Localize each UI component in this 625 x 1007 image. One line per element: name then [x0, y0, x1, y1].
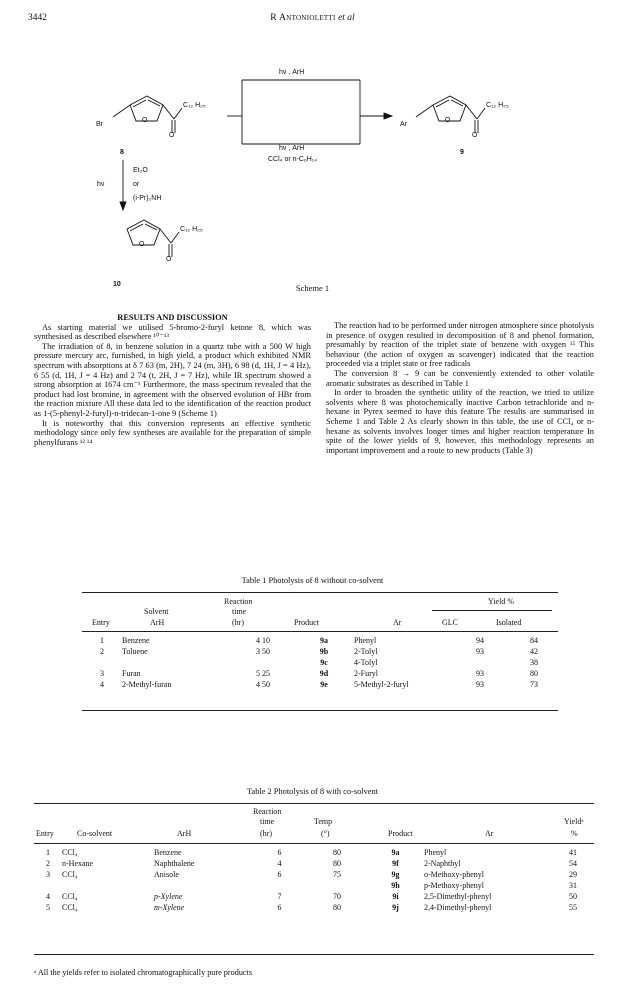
- compound-number-8: 8: [120, 149, 124, 156]
- table2-header-yield-1: Yieldᵃ: [564, 817, 584, 826]
- time-cell: [232, 658, 294, 669]
- temp-cell: 80: [333, 903, 341, 912]
- cosolvent-cell: CCl₄: [62, 892, 78, 901]
- ar-cell: 5-Methyl-2-furyl: [354, 680, 409, 689]
- ar-cell: p-Methoxy-phenyl: [424, 881, 484, 890]
- entry-cell: [82, 658, 122, 669]
- yield-cell: 54: [569, 859, 577, 868]
- time-cell: [252, 881, 307, 892]
- table1-header-time-1: Reaction: [224, 597, 253, 606]
- temp-cell: [307, 881, 367, 892]
- time-cell: 4 10: [256, 636, 270, 645]
- arrow-label-bottom-1: hν , ArH: [279, 145, 305, 152]
- product-cell: 9d: [319, 669, 329, 678]
- table1-header-yield: Yield %: [488, 597, 514, 606]
- scheme-1-diagram: [0, 0, 625, 300]
- left-column: [34, 313, 311, 447]
- scheme-label-carbonyl-o-8: O: [169, 132, 175, 139]
- cosolvent-cell: n-Hexane: [62, 859, 94, 868]
- table1-top-rule: [82, 592, 558, 593]
- table-row: [34, 859, 594, 870]
- table2-header-arh: ArH: [177, 829, 192, 838]
- temp-cell: 75: [333, 870, 341, 879]
- entry-cell: 2: [46, 859, 50, 868]
- solvent-cell: Toluene: [122, 647, 148, 656]
- table1-header-ar: Ar: [393, 618, 402, 627]
- product-cell: 9b: [319, 647, 329, 656]
- ar-cell: 2-Furyl: [354, 669, 378, 678]
- table2-header-time-2: time: [260, 817, 275, 826]
- glc-cell: 94: [476, 636, 484, 645]
- reaction-arrow-down: [120, 160, 126, 210]
- ar-cell: Phenyl: [424, 848, 447, 857]
- table2-header-yield-2: %: [571, 829, 578, 838]
- table2-bottom-rule: [34, 954, 594, 955]
- yield-cell: 41: [569, 848, 577, 857]
- ar-cell: 2-Naphthyl: [424, 859, 461, 868]
- cosolvent-cell: CCl₄: [62, 903, 78, 912]
- table2-top-rule: [34, 803, 594, 804]
- table1-header-time-2: time: [232, 607, 247, 616]
- table-row: [34, 881, 594, 892]
- product-cell: 9a: [391, 848, 400, 857]
- glc-cell: [450, 658, 510, 669]
- table-row: [82, 636, 558, 647]
- table-row: [82, 647, 558, 658]
- down-arrow-label-1: Et₂O: [133, 167, 148, 174]
- table-row: [34, 870, 594, 881]
- glc-cell: 93: [476, 647, 484, 656]
- entry-cell: 4: [46, 892, 50, 901]
- isolated-cell: 73: [530, 680, 538, 689]
- down-arrow-hv: hν: [97, 181, 105, 188]
- arh-cell: m-Xylene: [154, 903, 185, 912]
- time-cell: 6: [277, 903, 282, 912]
- entry-cell: 1: [46, 848, 50, 857]
- ar-cell: 4-Tolyl: [354, 658, 378, 667]
- table2-header-time-1: Reaction: [253, 807, 282, 816]
- table1-caption: Table 1 Photolysis of 8 without co-solvent: [241, 576, 384, 585]
- time-cell: 4 50: [256, 680, 270, 689]
- table1: [82, 596, 558, 714]
- time-cell: 4: [277, 859, 282, 868]
- temp-cell: 80: [333, 859, 341, 868]
- entry-cell: 5: [46, 903, 50, 912]
- table2-body: [34, 848, 594, 914]
- table2-header-entry: Entry: [36, 829, 54, 838]
- table2-header-product: Product: [388, 829, 413, 838]
- isolated-cell: 84: [530, 636, 538, 645]
- time-cell: 6: [277, 870, 282, 879]
- product-cell: 9h: [391, 881, 400, 890]
- left-paragraph-2: The irradiation of 8, in benzene solution in a quartz tube with a 500 W high pressure mercury arc, furnished, in high yield, a product which exhibited NMR spectrum with absorptions at δ 7 63 (m, 2H), 7 24 (m, 3H), 6 98 (d, 1H, J = 4 Hz), 6 55 (d, 1H, J = 4 Hz) and 2 74 (t, 2H, J = 7 Hz), while IR spectrum showed a strong absorption at 1674 cm⁻¹ Furthermore, the mass spectrum revealed that the product had lost bromine, in agreement with the observed evolution of HBr from the reaction mixture All these data led to the identification of the reaction product as 1-(5-phenyl-2-furyl)-n-tridecan-1-one 9 (Scheme 1): [34, 341, 311, 418]
- table1-header-solvent-1: Solvent: [144, 607, 169, 616]
- yield-cell: 31: [569, 881, 577, 890]
- down-arrow-label-3: (i-Pr)₂NH: [133, 195, 162, 202]
- cosolvent-cell: [62, 881, 154, 892]
- entry-cell: 3: [100, 669, 104, 678]
- product-cell: 9i: [392, 892, 399, 901]
- table1-yield-rule: [432, 610, 552, 611]
- cosolvent-cell: CCl₄: [62, 870, 78, 879]
- furan-ring-9: [416, 96, 485, 133]
- right-column: [326, 321, 594, 455]
- temp-cell: 70: [333, 892, 341, 901]
- table1-header-isolated: Isolated: [496, 618, 522, 627]
- table2-footnote: ᵃ All the yields refer to isolated chromatographically pure products: [34, 968, 253, 977]
- furan-ring-8: [113, 96, 182, 133]
- product-cell: 9a: [320, 636, 328, 645]
- table1-header-time-3: (hr): [232, 618, 244, 627]
- table1-header-product: Product: [294, 618, 319, 627]
- arrow-label-bottom-2: CCl₄ or n-C₆H₁₄: [268, 156, 318, 163]
- scheme-label-carbonyl-o-9: O: [472, 132, 478, 139]
- arh-cell: Naphthalene: [154, 859, 195, 868]
- left-paragraph-3: It is noteworthy that this conversion represents an effective synthetic methodology since only few syntheses are available for the preparation of simple phenylfurans ¹² ¹⁴: [34, 418, 311, 447]
- glc-cell: 93: [476, 669, 484, 678]
- table1-header-glc: GLC: [442, 618, 458, 627]
- product-cell: 9e: [320, 680, 328, 689]
- table2-header-ar: Ar: [485, 829, 494, 838]
- table-row: [82, 669, 558, 680]
- yield-cell: 29: [569, 870, 577, 879]
- product-cell: 9f: [392, 859, 399, 868]
- right-paragraph-1: The reaction had to be performed under nitrogen atmosphere since photolysis in presence of oxygen resulted in decomposition of 8 and phenol formation, presumably by reaction of the triplet state of benzene with oxygen ¹⁵ This behaviour (the action of oxygen as scavenger) indicated that the reaction proceeded via a triplet state or free radicals: [326, 321, 594, 369]
- table1-bottom-rule: [82, 710, 558, 711]
- scheme-label-chain-10: C₁₂ H₂₅: [180, 226, 203, 233]
- down-arrow-label-2: or: [133, 181, 140, 188]
- table2-header-temp-2: (°): [321, 829, 330, 838]
- right-paragraph-2: The conversion 8 → 9 can be conveniently extended to other volatile aromatic substrates as described in Table 1: [326, 368, 594, 388]
- ar-cell: 2,5-Dimethyl-phenyl: [424, 892, 492, 901]
- table2-header-rule: [34, 843, 594, 844]
- solvent-cell: [122, 658, 232, 669]
- temp-cell: 80: [333, 848, 341, 857]
- reaction-arrow-box: [227, 80, 392, 144]
- arh-cell: Anisole: [154, 870, 179, 879]
- table2-header-time-3: (hr): [260, 829, 272, 838]
- glc-cell: 93: [476, 680, 484, 689]
- table1-header-entry: Entry: [92, 618, 110, 627]
- isolated-cell: 80: [530, 669, 538, 678]
- product-cell: 9c: [320, 658, 328, 667]
- table-row: [34, 848, 594, 859]
- entry-cell: [34, 881, 62, 892]
- page-number: 3442: [28, 13, 47, 23]
- scheme-label-ring-o-8: O: [142, 117, 148, 124]
- solvent-cell: Furan: [122, 669, 141, 678]
- table-row: [34, 892, 594, 903]
- solvent-cell: Benzene: [122, 636, 150, 645]
- right-paragraph-3: In order to broaden the synthetic utility of the reaction, we tried to utilize solvents where 8 was photochemically inactive Carbon tetrachloride and n-hexane in Pyrex seemed to have this feature The results are summarised in Scheme 1 and Table 2 As clearly shown in this table, the use of CCl₄ or n-hexane as solvents involves longer times and higher reaction temperature In spite of the lower yields of 9, however, this methodology represents an important improvement and a route to new products (Table 3): [326, 388, 594, 455]
- scheme-label-chain-9: C₁₂ H₂₅: [486, 102, 509, 109]
- header-authors-main: R Antonioletti: [270, 13, 336, 23]
- yield-cell: 55: [569, 903, 577, 912]
- time-cell: 3 50: [256, 647, 270, 656]
- compound-number-9: 9: [460, 149, 464, 156]
- compound-number-10: 10: [113, 281, 121, 288]
- entry-cell: 4: [100, 680, 104, 689]
- arh-cell: [154, 881, 252, 892]
- furan-ring-10: [127, 220, 179, 257]
- cosolvent-cell: CCl₄: [62, 848, 78, 857]
- scheme-label-ar: Ar: [400, 121, 407, 128]
- scheme-label-br: Br: [96, 121, 103, 128]
- entry-cell: 2: [100, 647, 104, 656]
- scheme-label-ring-o-10: O: [139, 241, 145, 248]
- table-row: [82, 680, 558, 691]
- product-cell: 9g: [391, 870, 400, 879]
- time-cell: 7: [277, 892, 282, 901]
- arh-cell: p-Xylene: [154, 892, 183, 901]
- scheme-label-ring-o-9: O: [445, 117, 451, 124]
- entry-cell: 3: [46, 870, 50, 879]
- product-cell: 9j: [392, 903, 399, 912]
- table2-header-cosolvent: Co-solvent: [77, 829, 113, 838]
- arrow-label-top: hν , ArH: [279, 69, 305, 76]
- ar-cell: Phenyl: [354, 636, 377, 645]
- table1-header-solvent-2: ArH: [150, 618, 165, 627]
- time-cell: 6: [277, 848, 282, 857]
- yield-cell: 50: [569, 892, 577, 901]
- table1-header-rule: [82, 631, 558, 632]
- table-row: [34, 903, 594, 914]
- solvent-cell: 2-Methyl-furan: [122, 680, 172, 689]
- table2: [34, 806, 594, 956]
- scheme-label-carbonyl-o-10: O: [166, 256, 172, 263]
- entry-cell: 1: [100, 636, 104, 645]
- table1-body: [82, 636, 558, 691]
- header-authors-etal: et al: [338, 13, 355, 23]
- time-cell: 5 25: [256, 669, 270, 678]
- table-row: [82, 658, 558, 669]
- scheme-caption: Scheme 1: [295, 283, 330, 293]
- ar-cell: 2-Tolyl: [354, 647, 378, 656]
- scheme-label-chain-8: C₁₂ H₂₅: [183, 102, 206, 109]
- section-title: RESULTS AND DISCUSSION: [117, 313, 228, 322]
- left-paragraph-1: As starting material we utilised 5-bromo-2-furyl ketone 8, which was synthesised as described elsewhere ¹⁰⁻¹³: [34, 322, 311, 342]
- arh-cell: Benzene: [154, 848, 182, 857]
- table2-caption: Table 2 Photolysis of 8 with co-solvent: [246, 787, 379, 796]
- table2-header-temp-1: Temp: [314, 817, 333, 826]
- ar-cell: 2,4-Dimethyl-phenyl: [424, 903, 492, 912]
- ar-cell: o-Methoxy-phenyl: [424, 870, 484, 879]
- isolated-cell: 38: [530, 658, 538, 667]
- isolated-cell: 42: [530, 647, 538, 656]
